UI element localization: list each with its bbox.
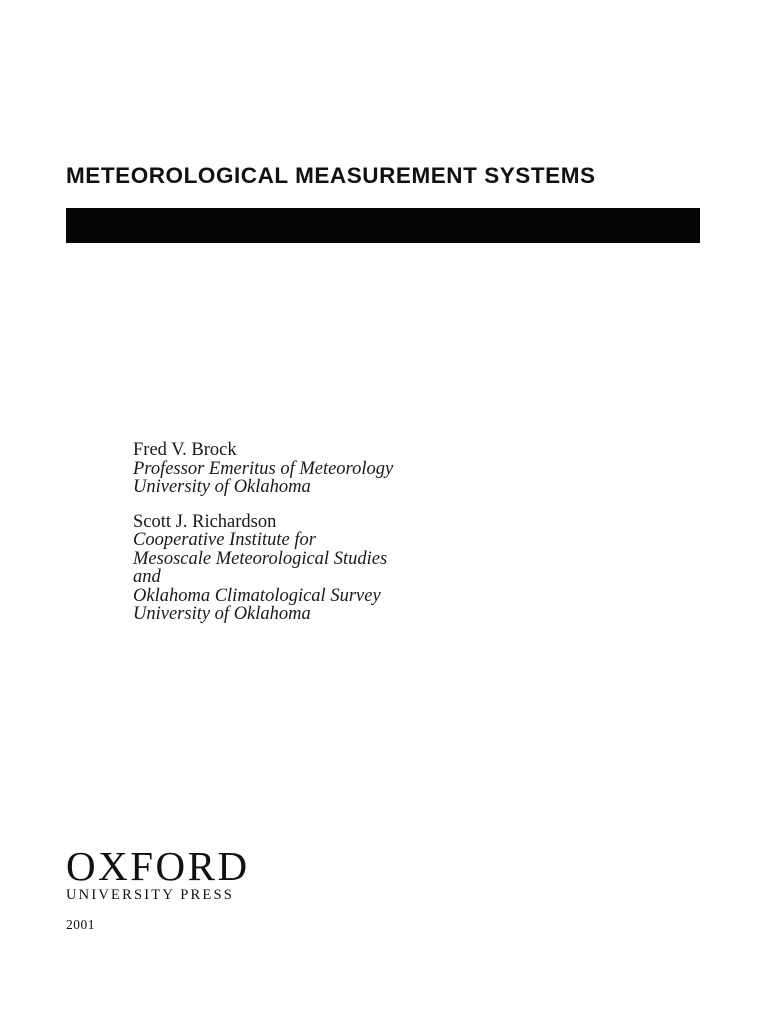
author-entry (133, 513, 393, 624)
publisher-imprint (66, 843, 250, 904)
publication-year: 2001 (66, 917, 95, 932)
publisher-logo: OXFORD (66, 843, 250, 889)
publisher-subtitle: UNIVERSITY PRESS (66, 887, 235, 903)
author-name: Fred V. Brock (133, 440, 237, 460)
author-affiliation-line: University of Oklahoma (133, 477, 311, 497)
author-affiliation-line: and (133, 567, 161, 587)
author-affiliation-line: Cooperative Institute for (133, 530, 316, 550)
author-affiliation-line: Professor Emeritus of Meteorology (133, 458, 394, 479)
author-affiliation-line: Mesoscale Meteorological Studies (133, 548, 388, 569)
author-affiliation-line: Oklahoma Climatological Survey (133, 585, 381, 606)
book-title: METEOROLOGICAL MEASUREMENT SYSTEMS (66, 163, 596, 188)
author-name: Scott J. Richardson (133, 511, 277, 532)
authors-block (133, 441, 393, 624)
author-affiliation-line: University of Oklahoma (133, 604, 311, 624)
title-rule-bar (66, 208, 700, 243)
author-entry (133, 441, 393, 497)
